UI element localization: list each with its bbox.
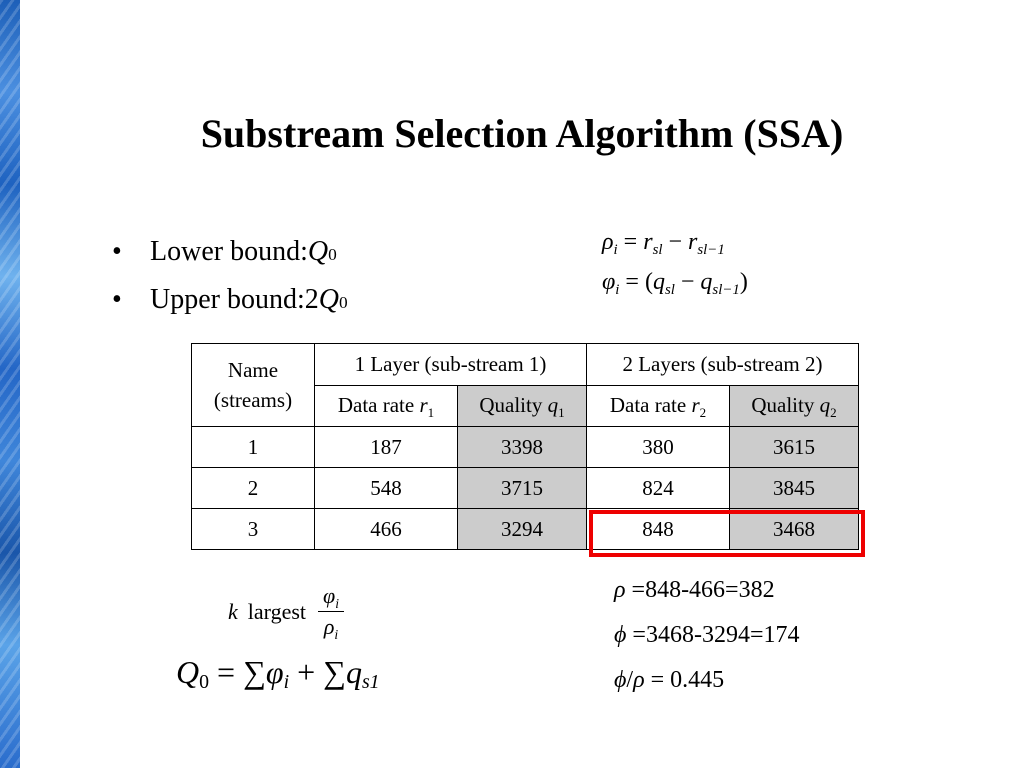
subheader-data-rate-1: Data rate $r_1$ bbox=[315, 385, 458, 427]
table-row bbox=[192, 468, 859, 509]
q-symbol: q bbox=[345, 654, 362, 690]
group-header-layer2: 2 Layers (sub-stream 2) bbox=[587, 344, 859, 386]
name-header-line2: (streams) bbox=[213, 388, 293, 412]
slash: / bbox=[626, 667, 634, 693]
table-cell: 2 bbox=[192, 468, 315, 509]
phi-value: =3468-3294=174 bbox=[626, 622, 800, 648]
fraction-denominator: $\rho_i$ bbox=[323, 614, 339, 642]
r-symbol: r bbox=[688, 229, 698, 255]
q-symbol: q bbox=[652, 269, 665, 295]
sum-icon: ∑ bbox=[323, 654, 346, 690]
k-largest-expression bbox=[228, 583, 344, 640]
bullet-lower-bound: • Lower bound: Q 0 bbox=[112, 228, 348, 276]
q-sub: sl−1 bbox=[712, 282, 740, 298]
q-sub: sl bbox=[664, 282, 675, 298]
subheader-quality-1: Quality $q_1$ bbox=[458, 385, 587, 427]
table-cell: 187 bbox=[315, 427, 458, 468]
rho-calculation bbox=[614, 568, 799, 613]
phi-sub: i bbox=[615, 282, 620, 298]
table-cell: 1 bbox=[192, 427, 315, 468]
table-header-row bbox=[192, 344, 859, 386]
bullet-dot-icon: • bbox=[112, 284, 122, 315]
bullet-var: Q bbox=[307, 236, 329, 267]
q0-formula bbox=[176, 654, 380, 691]
equals-sign: = bbox=[209, 654, 244, 690]
rho-value: =848-466=382 bbox=[625, 577, 775, 603]
equals-sign: = bbox=[617, 229, 644, 255]
plus-sign: + bbox=[289, 654, 324, 690]
phi-symbol: ϕ bbox=[614, 667, 627, 693]
phi-symbol: φ bbox=[602, 269, 616, 295]
minus-sign: − bbox=[662, 229, 689, 255]
group-header-layer1: 1 Layer (sub-stream 1) bbox=[315, 344, 587, 386]
table-cell: 3615 bbox=[730, 427, 859, 468]
ratio-fraction bbox=[318, 583, 344, 640]
r-symbol: r bbox=[643, 229, 653, 255]
ratio-value: = 0.445 bbox=[644, 667, 725, 693]
table-cell: 380 bbox=[587, 427, 730, 468]
highlight-box bbox=[589, 510, 865, 557]
ratio-calculation bbox=[614, 658, 799, 703]
k-symbol: k bbox=[228, 598, 238, 624]
table-cell: 3715 bbox=[458, 468, 587, 509]
bullet-dot-icon: • bbox=[112, 236, 122, 267]
q-symbol: q bbox=[700, 269, 713, 295]
sum-icon: ∑ bbox=[243, 654, 266, 690]
largest-word: largest bbox=[247, 598, 307, 624]
bullet-prefix: 2 bbox=[304, 284, 319, 315]
name-header-line1: Name bbox=[227, 358, 279, 382]
phi-definition bbox=[602, 262, 748, 302]
r-sub: sl−1 bbox=[697, 242, 725, 258]
rho-definition bbox=[602, 222, 748, 262]
minus-sign: − bbox=[674, 269, 701, 295]
subheader-quality-2: Quality $q_2$ bbox=[730, 385, 859, 427]
phi-sub: i bbox=[283, 671, 290, 693]
r-sub: sl bbox=[652, 242, 663, 258]
table-cell: 3468 bbox=[730, 509, 859, 550]
phi-calculation bbox=[614, 613, 799, 658]
table-cell: 848 bbox=[587, 509, 730, 550]
bullet-label: Upper bound: bbox=[150, 284, 305, 315]
equals-paren: = ( bbox=[619, 269, 653, 295]
bullet-upper-bound: • Upper bound: 2 Q 0 bbox=[112, 276, 348, 324]
definition-formulas bbox=[602, 222, 748, 302]
table-cell: 824 bbox=[587, 468, 730, 509]
q-sub: 0 bbox=[199, 671, 210, 693]
table-cell: 548 bbox=[315, 468, 458, 509]
decorative-side-strip bbox=[0, 0, 20, 768]
bullet-list bbox=[112, 228, 348, 324]
subheader-data-rate-2: Data rate $r_2$ bbox=[587, 385, 730, 427]
q-sub: s1 bbox=[361, 671, 380, 693]
fraction-numerator: $\varphi_i$ bbox=[323, 583, 339, 611]
rho-sub: i bbox=[613, 242, 618, 258]
rho-symbol: ρ bbox=[633, 667, 645, 693]
table-cell: 3 bbox=[192, 509, 315, 550]
table-row bbox=[192, 427, 859, 468]
fraction-bar bbox=[318, 611, 344, 612]
slide-title: Substream Selection Algorithm (SSA) bbox=[200, 111, 844, 156]
bullet-label: Lower bound: bbox=[150, 236, 308, 267]
rho-symbol: ρ bbox=[614, 577, 626, 603]
phi-symbol: φ bbox=[265, 654, 284, 690]
bullet-var: Q bbox=[318, 284, 339, 315]
calculation-lines bbox=[614, 568, 799, 703]
table-cell: 3294 bbox=[458, 509, 587, 550]
close-paren: ) bbox=[739, 269, 748, 295]
table-cell: 466 bbox=[315, 509, 458, 550]
table-cell: 3845 bbox=[730, 468, 859, 509]
rho-symbol: ρ bbox=[602, 229, 614, 255]
q-symbol: Q bbox=[176, 654, 200, 690]
table-cell: 3398 bbox=[458, 427, 587, 468]
phi-symbol: ϕ bbox=[614, 622, 627, 648]
name-header bbox=[192, 344, 315, 427]
